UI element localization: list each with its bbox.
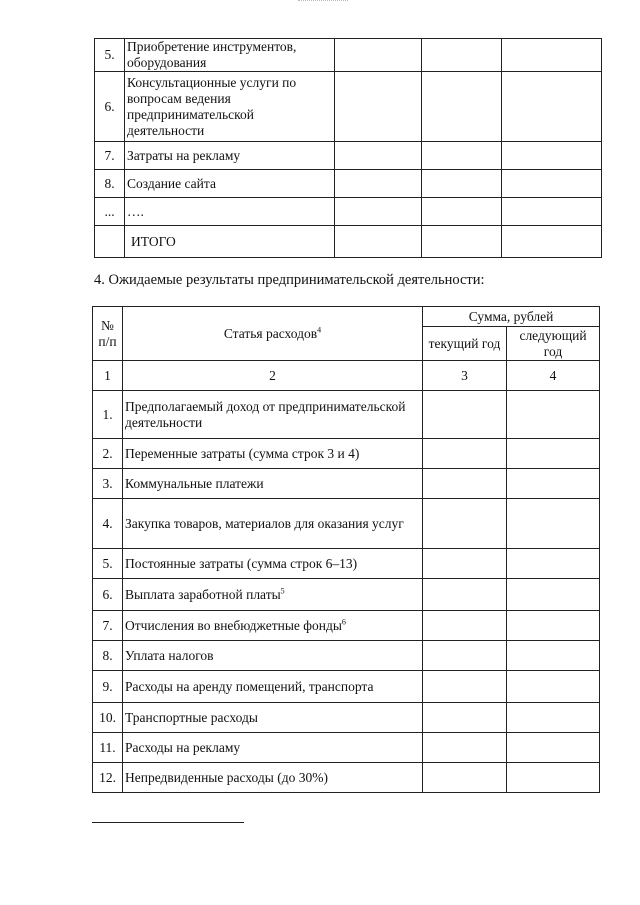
value-cell <box>335 226 422 258</box>
value-cell <box>507 611 600 641</box>
value-cell <box>422 72 502 142</box>
value-cell <box>507 391 600 439</box>
table-row <box>93 549 600 579</box>
table-row <box>93 391 600 439</box>
row-label-text: Переменные затраты (сумма строк 3 и 4) <box>125 445 360 461</box>
value-cell <box>507 439 600 469</box>
table-row <box>95 39 602 72</box>
table-row <box>95 72 602 142</box>
value-cell <box>423 763 507 793</box>
value-cell <box>502 142 602 170</box>
footnote-marker: 4 <box>317 325 322 334</box>
expenses-table-continued <box>94 38 602 258</box>
row-number: 11. <box>93 733 123 763</box>
row-number: 8. <box>95 170 125 198</box>
table-row <box>93 763 600 793</box>
table-row <box>93 499 600 549</box>
row-label <box>123 671 423 703</box>
value-cell <box>422 226 502 258</box>
value-cell <box>335 39 422 72</box>
row-number: 7. <box>93 611 123 641</box>
row-label <box>123 439 423 469</box>
value-cell <box>502 170 602 198</box>
footnote-marker: 5 <box>280 586 285 595</box>
value-cell <box>507 549 600 579</box>
value-cell <box>423 469 507 499</box>
row-label <box>123 733 423 763</box>
row-label: …. <box>125 198 335 226</box>
row-label-text: Непредвиденные расходы (до 30%) <box>125 769 328 785</box>
row-label-text: Отчисления во внебюджетные фонды <box>125 617 342 633</box>
table-row <box>95 198 602 226</box>
row-number: 12. <box>93 763 123 793</box>
row-label-text: Постоянные затраты (сумма строк 6–13) <box>125 555 358 571</box>
row-label-text: Расходы на рекламу <box>125 739 241 755</box>
header-row <box>93 307 600 327</box>
value-cell <box>423 391 507 439</box>
column-numbers-row <box>93 361 600 391</box>
value-cell <box>507 733 600 763</box>
value-cell <box>423 611 507 641</box>
value-cell <box>502 198 602 226</box>
row-label-text: Выплата заработной платы <box>125 586 281 602</box>
value-cell <box>423 733 507 763</box>
table-row <box>95 142 602 170</box>
value-cell <box>507 703 600 733</box>
table-row <box>93 469 600 499</box>
value-cell <box>335 72 422 142</box>
table-row <box>93 439 600 469</box>
expected-results-table <box>92 306 600 793</box>
row-number: 9. <box>93 671 123 703</box>
row-label <box>123 611 423 641</box>
table-row <box>93 641 600 671</box>
value-cell <box>423 549 507 579</box>
column-number: 2 <box>123 361 423 391</box>
row-label-text: Расходы на аренду помещений, транспорта <box>125 678 374 694</box>
row-label-text: Предполагаемый доход от предпринимательской деятельности <box>125 398 406 430</box>
row-number: 6. <box>95 72 125 142</box>
table-row <box>93 579 600 611</box>
row-label: Затраты на рекламу <box>125 142 335 170</box>
value-cell <box>422 142 502 170</box>
row-number <box>95 226 125 258</box>
row-number: 8. <box>93 641 123 671</box>
row-number: 5. <box>95 39 125 72</box>
row-number: 1. <box>93 391 123 439</box>
row-label-text: Коммунальные платежи <box>125 475 264 491</box>
value-cell <box>423 641 507 671</box>
row-number: 3. <box>93 469 123 499</box>
row-number: ... <box>95 198 125 226</box>
row-label <box>123 641 423 671</box>
column-number: 1 <box>93 361 123 391</box>
value-cell <box>335 170 422 198</box>
value-cell <box>507 671 600 703</box>
row-label <box>123 703 423 733</box>
total-row <box>95 226 602 258</box>
value-cell <box>507 469 600 499</box>
row-label: ИТОГО <box>125 226 335 258</box>
header-next-year: следующий год <box>507 327 600 361</box>
column-number: 3 <box>423 361 507 391</box>
value-cell <box>335 142 422 170</box>
row-label <box>123 499 423 549</box>
value-cell <box>502 226 602 258</box>
value-cell <box>423 579 507 611</box>
row-label: Создание сайта <box>125 170 335 198</box>
row-label <box>123 469 423 499</box>
table-row <box>93 611 600 641</box>
row-label-text: Уплата налогов <box>125 647 214 663</box>
row-label: Приобретение инструментов, оборудования <box>125 39 335 72</box>
row-label <box>123 579 423 611</box>
row-number: 5. <box>93 549 123 579</box>
header-article <box>123 307 423 361</box>
value-cell <box>507 763 600 793</box>
value-cell <box>422 170 502 198</box>
row-number: 4. <box>93 499 123 549</box>
table-row <box>93 733 600 763</box>
value-cell <box>335 198 422 226</box>
value-cell <box>423 703 507 733</box>
section-title: 4. Ожидаемые результаты предпринимательской деятельности: <box>94 272 485 288</box>
table-row <box>93 671 600 703</box>
header-number: № п/п <box>93 307 123 361</box>
value-cell <box>507 499 600 549</box>
scan-artifact <box>298 0 348 4</box>
value-cell <box>423 499 507 549</box>
value-cell <box>423 671 507 703</box>
footnote-marker: 6 <box>341 617 346 626</box>
row-label <box>123 763 423 793</box>
row-label: Консультационные услуги по вопросам ведения предпринимательской деятельности <box>125 72 335 142</box>
header-article-text: Статья расходов <box>223 325 318 341</box>
value-cell <box>507 579 600 611</box>
value-cell <box>422 39 502 72</box>
table-row <box>93 703 600 733</box>
row-label-text: Транспортные расходы <box>125 709 258 725</box>
value-cell <box>507 641 600 671</box>
row-number: 6. <box>93 579 123 611</box>
row-label-text: Закупка товаров, материалов для оказания услуг <box>125 515 404 531</box>
row-label <box>123 391 423 439</box>
value-cell <box>423 439 507 469</box>
header-sum: Сумма, рублей <box>423 307 600 327</box>
row-number: 2. <box>93 439 123 469</box>
footnote-separator <box>92 822 244 823</box>
row-number: 10. <box>93 703 123 733</box>
value-cell <box>502 39 602 72</box>
value-cell <box>502 72 602 142</box>
row-label <box>123 549 423 579</box>
row-number: 7. <box>95 142 125 170</box>
table-row <box>95 170 602 198</box>
header-current-year: текущий год <box>423 327 507 361</box>
column-number: 4 <box>507 361 600 391</box>
value-cell <box>422 198 502 226</box>
